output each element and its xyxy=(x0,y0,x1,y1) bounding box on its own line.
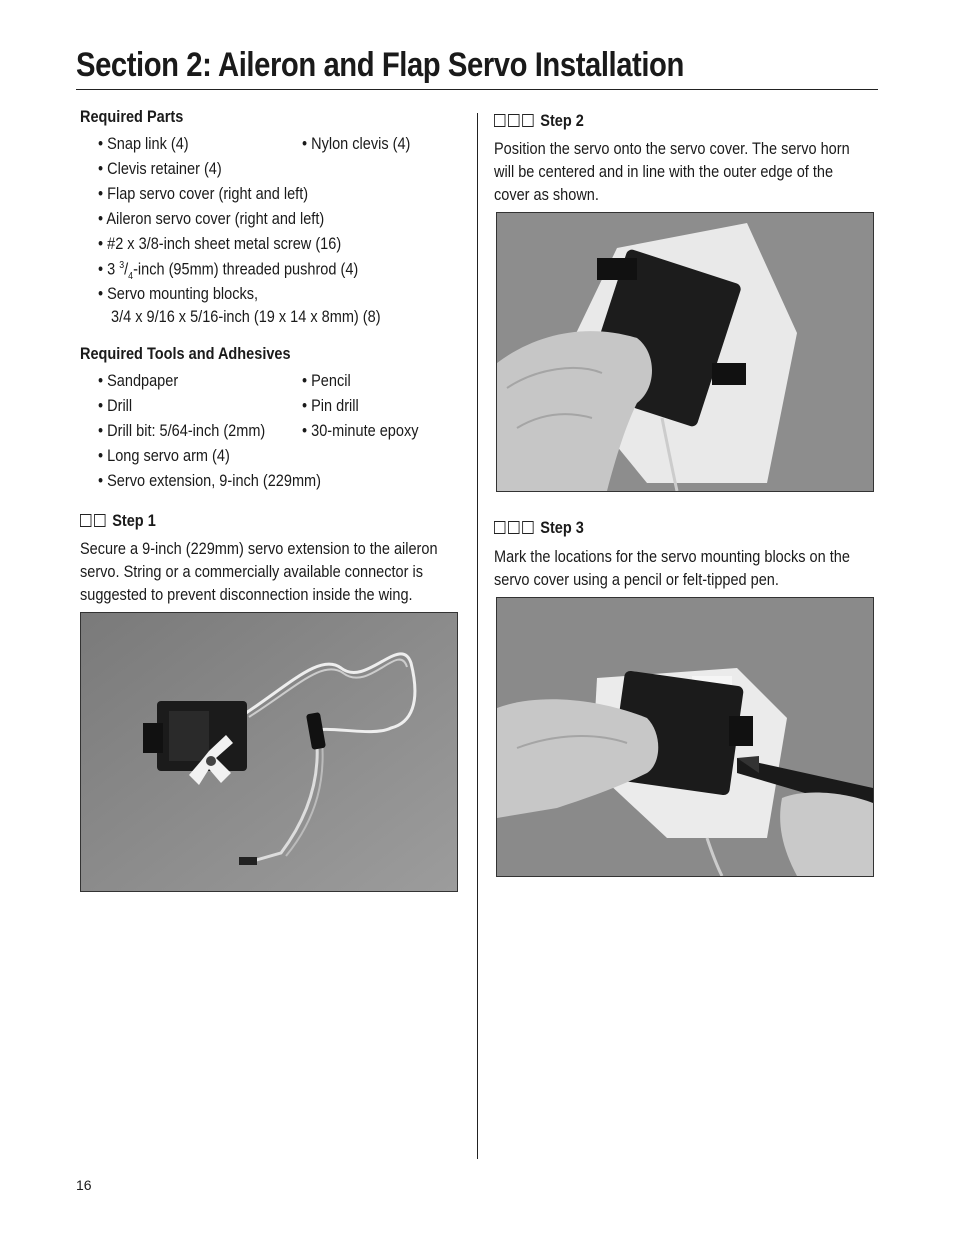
parts-item-sheet-metal-screw: • #2 x 3/8-inch sheet metal screw (16) xyxy=(98,235,342,253)
pushrod-text: -inch (95mm) threaded pushrod (4) xyxy=(133,260,359,279)
step-2-label: Step 2 xyxy=(540,112,584,130)
pushrod-prefix: • 3 xyxy=(98,260,116,279)
checkbox-icon[interactable] xyxy=(94,514,105,527)
tools-item-epoxy: • 30-minute epoxy xyxy=(302,422,419,440)
checkbox-icon[interactable] xyxy=(522,114,533,127)
column-divider xyxy=(477,113,478,1159)
parts-item-mounting-blocks-size: 3/4 x 9/16 x 5/16-inch (19 x 14 x 8mm) (8) xyxy=(111,308,381,326)
checkbox-icon[interactable] xyxy=(494,521,505,534)
page-title: Section 2: Aileron and Flap Servo Installation xyxy=(76,46,684,84)
servo-on-cover-photo xyxy=(497,213,873,491)
checkbox-icon[interactable] xyxy=(508,114,519,127)
tools-item-drill: • Drill xyxy=(98,397,133,415)
parts-item-snap-link: • Snap link (4) xyxy=(98,135,189,153)
step-1-label: Step 1 xyxy=(112,512,156,530)
checkbox-icon[interactable] xyxy=(80,514,91,527)
step-3-heading xyxy=(494,519,584,538)
step-2-text: Position the servo onto the servo cover. The servo horn will be centered and in line with the outer edge of the cover as shown. xyxy=(494,140,850,204)
title-rule xyxy=(76,89,878,90)
tools-item-servo-arm: • Long servo arm (4) xyxy=(98,447,230,465)
step-1-photo xyxy=(80,612,458,892)
page-number: 16 xyxy=(76,1177,92,1193)
checkbox-icon[interactable] xyxy=(508,521,519,534)
parts-item-pushrod xyxy=(98,260,358,282)
checkbox-icon[interactable] xyxy=(494,114,505,127)
step-2-heading xyxy=(494,112,584,131)
parts-item-aileron-servo-cover: • Aileron servo cover (right and left) xyxy=(98,210,325,228)
step-2-photo xyxy=(496,212,874,492)
tools-item-sandpaper: • Sandpaper xyxy=(98,372,179,390)
step-1-text: Secure a 9-inch (229mm) servo extension to the aileron servo. String or a commercially available connector is suggested to prevent disconnection inside the wing. xyxy=(80,540,438,604)
tools-item-servo-extension: • Servo extension, 9-inch (229mm) xyxy=(98,472,321,490)
pushrod-fraction-num: 3 xyxy=(119,260,125,271)
tools-item-pin-drill: • Pin drill xyxy=(302,397,359,415)
required-tools-heading: Required Tools and Adhesives xyxy=(80,345,291,363)
marking-cover-photo xyxy=(497,598,873,876)
checkbox-icon[interactable] xyxy=(522,521,533,534)
step-1-heading xyxy=(80,512,156,531)
pushrod-fraction-den: 4 xyxy=(128,270,134,282)
tools-item-pencil: • Pencil xyxy=(302,372,351,390)
step-3-photo xyxy=(496,597,874,877)
pushrod-fraction-slash: / xyxy=(124,260,129,279)
required-parts-heading: Required Parts xyxy=(80,108,184,126)
parts-item-clevis-retainer: • Clevis retainer (4) xyxy=(98,160,222,178)
parts-item-flap-servo-cover: • Flap servo cover (right and left) xyxy=(98,185,309,203)
step-3-label: Step 3 xyxy=(540,519,584,537)
step-3-text: Mark the locations for the servo mounting blocks on the servo cover using a pencil or felt-tipped pen. xyxy=(494,548,850,589)
parts-item-nylon-clevis: • Nylon clevis (4) xyxy=(302,135,411,153)
tools-item-drill-bit: • Drill bit: 5/64-inch (2mm) xyxy=(98,422,266,440)
servo-extension-photo xyxy=(81,613,457,891)
parts-item-mounting-blocks: • Servo mounting blocks, xyxy=(98,285,259,303)
